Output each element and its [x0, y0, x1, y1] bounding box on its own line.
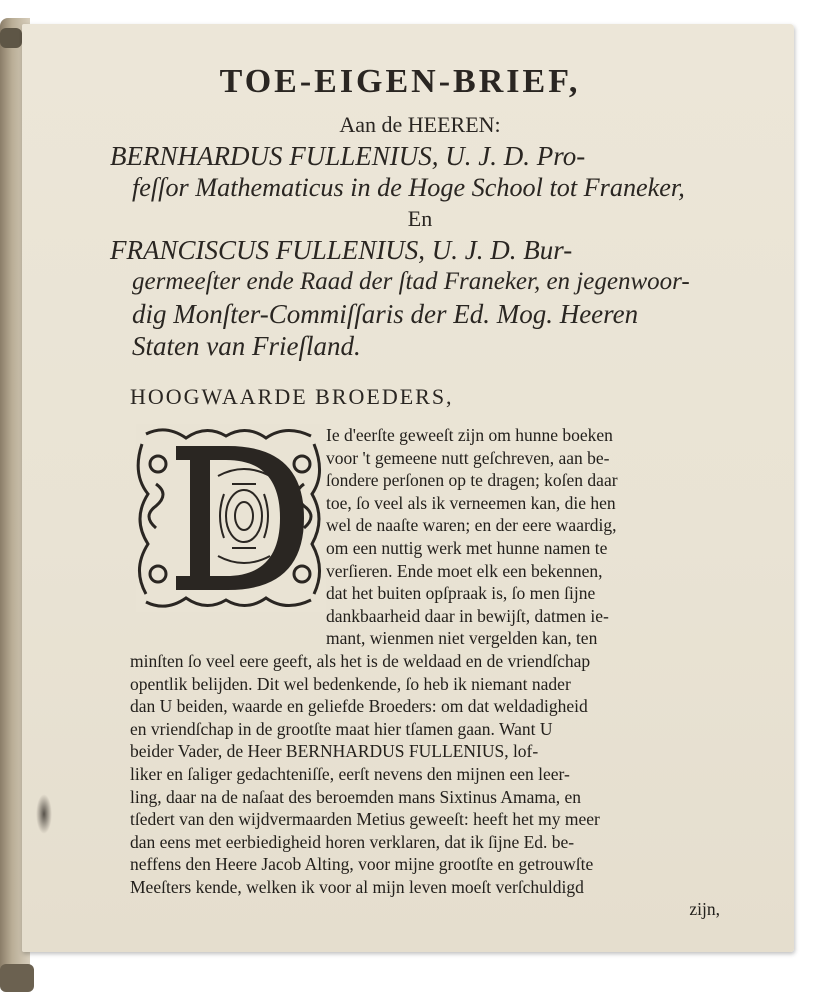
spine-band-bottom [0, 964, 34, 992]
conjunction: En [407, 206, 433, 231]
addressee-2-line: dig Monſter-Commiſſaris der Ed. Mog. Heeren [132, 299, 639, 329]
body-line: Meeſters kende, welken ik voor al mijn leven moeſt verſchuldigd [130, 876, 584, 897]
body-line: liker en ſaliger gedachteniſſe, eerſt nevens den mijnen een leer- [130, 763, 570, 784]
body-line: dankbaarheid daar in bewijſt, datmen ie- [326, 605, 609, 626]
addressee-2-line: FRANCISCUS FULLENIUS, U. J. D. Bur- [110, 235, 573, 265]
body-line: neffens den Heere Jacob Alting, voor mijne grootſte en getrouwſte [130, 854, 594, 875]
body-line: dan eens met eerbiedigheid horen verklaren, dat ik ſijne Ed. be- [130, 831, 575, 852]
catchword: zijn, [689, 899, 720, 920]
addressee-1-line: BERNHARDUS FULLENIUS, U. J. D. Pro- [110, 141, 586, 171]
body-line: voor 't gemeene nutt geſchreven, aan be- [326, 447, 610, 468]
body-line: verſieren. Ende moet elk een bekennen, [326, 560, 603, 581]
body-line: om een nuttig werk met hunne namen te [326, 537, 608, 558]
addressee-2-line: germeeſter ende Raad der ſtad Franeker, en jegenwoor- [132, 268, 690, 295]
ornamental-initial-d-icon [136, 424, 326, 612]
body-line: wel de naaſte waren; en der eere waardig, [326, 515, 617, 536]
page-content [110, 58, 720, 921]
spine-band-top [0, 28, 22, 48]
addressee-line: Aan de HEEREN: [339, 112, 501, 137]
body-line: opentlik belijden. Dit wel bedenkende, ſo heb ik niemant nader [130, 673, 571, 694]
body-line: mant, wienmen niet vergelden kan, ten [326, 628, 598, 649]
body-line: toe, ſo veel als ik verneemen kan, die hen [326, 492, 616, 513]
body-line: tſedert van den wijdvermaarden Metius geweeſt: heeft het my meer [130, 809, 600, 830]
addressee-1-line: feſſor Mathematicus in de Hoge School tot Franeker, [132, 173, 685, 202]
body-line: dat het buiten opſpraak is, ſo men ſijne [326, 583, 596, 604]
body-line: ſondere perſonen op te dragen; koſen daar [326, 470, 618, 491]
ink-stain [36, 794, 52, 834]
addressee-1 [110, 140, 690, 204]
body-line: minſten ſo veel eere geeft, als het is de weldaad en de vriendſchap [130, 650, 591, 671]
body-line: dan U beiden, waarde en geliefde Broeders: om dat weldadigheid [130, 696, 588, 717]
salutation: HOOGWAARDE BROEDERS, [130, 384, 454, 409]
addressee-2 [110, 234, 690, 362]
letter-body [130, 424, 720, 921]
body-line: Ie d'eerſte geweeſt zijn om hunne boeken [326, 425, 613, 445]
addressee-2-line: Staten van Frieſland. [132, 331, 361, 361]
page-title: TOE-EIGEN-BRIEF, [219, 63, 581, 100]
body-line: en vriendſchap in de grootſte maat hier tſamen gaan. Want U [130, 718, 553, 739]
body-line: ling, daar na de naſaat des beroemden mans Sixtinus Amama, en [130, 786, 581, 807]
body-line: beider Vader, de Heer BERNHARDUS FULLENIUS, lof- [130, 741, 539, 762]
